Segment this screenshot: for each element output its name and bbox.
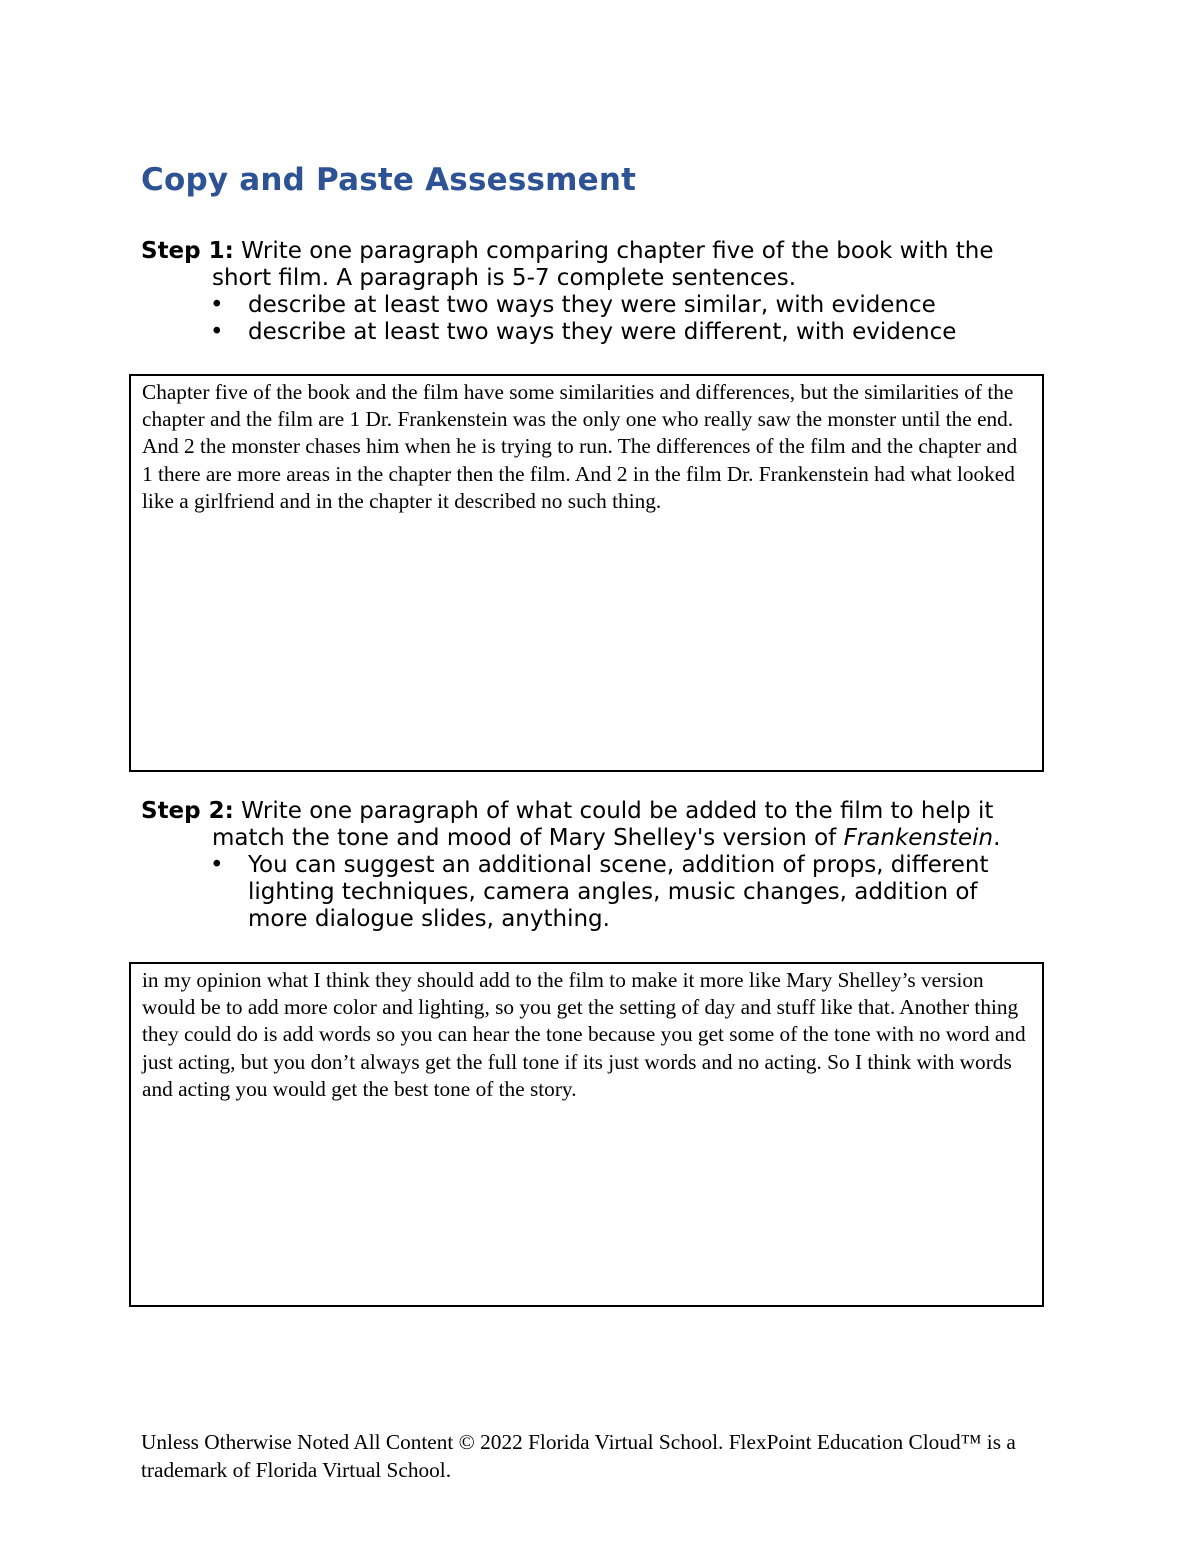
list-item — [141, 852, 1041, 933]
step-1-label: Step 1: — [141, 238, 234, 264]
step-2-answer-text: in my opinion what I think they should add to the film to make it more like Mary Shelley’s version would be to add more color and lighting, so you get the setting of day and stuff like that. Another thing they could do is add words so you can hear the tone because you get some of the tone with no word and just acting, but you don’t always get the full tone if its just words and no acting. So I think with words and acting you would get the best tone of the story. — [142, 968, 1026, 1101]
step-1-bullet-text: describe at least two ways they were different, with evidence — [248, 319, 957, 345]
bullet-icon: • — [210, 319, 224, 345]
list-item — [141, 292, 1041, 319]
step-1-bullet-text: describe at least two ways they were similar, with evidence — [248, 292, 936, 318]
step-2-instruction: Write one paragraph of what could be added to the film to help it match the tone and mood of Mary Shelley's version of — [212, 798, 994, 851]
step-2-prompt — [141, 798, 1041, 852]
step-1-bullet-list — [141, 292, 1041, 346]
step-1-instruction: Write one paragraph comparing chapter five of the book with the short film. A paragraph is 5-7 complete sentences. — [212, 238, 994, 291]
step-2-label: Step 2: — [141, 798, 234, 824]
step-2-bullet-list — [141, 852, 1041, 933]
page-title: Copy and Paste Assessment — [141, 162, 637, 198]
step-1-answer-box[interactable] — [129, 374, 1044, 772]
bullet-icon: • — [210, 292, 224, 318]
list-item — [141, 319, 1041, 346]
step-2-bullet-text: You can suggest an additional scene, addition of props, different lighting techniques, camera angles, music changes, addition of more dialogue slides, anything. — [248, 852, 989, 932]
step-2-book-title: Frankenstein — [843, 825, 994, 851]
step-1-answer-text: Chapter five of the book and the film have some similarities and differences, but the similarities of the chapter and the film are 1 Dr. Frankenstein was the only one who really saw the monster until the end. And 2 the monster chases him when he is trying to run. The differences of the film and the chapter and 1 there are more areas in the chapter then the film. And 2 in the film Dr. Frankenstein had what looked like a girlfriend and in the chapter it described no such thing. — [142, 380, 1018, 513]
step-1-instructions — [141, 238, 1041, 346]
step-1-prompt — [141, 238, 1041, 292]
copyright-footer: Unless Otherwise Noted All Content © 2022 Florida Virtual School. FlexPoint Education Cloud™ is a trademark of Florida Virtual School. — [141, 1430, 1016, 1482]
step-2-instruction-end: . — [993, 825, 1001, 851]
step-2-answer-box[interactable] — [129, 962, 1044, 1307]
step-2-instructions — [141, 798, 1041, 933]
bullet-icon: • — [210, 852, 224, 878]
